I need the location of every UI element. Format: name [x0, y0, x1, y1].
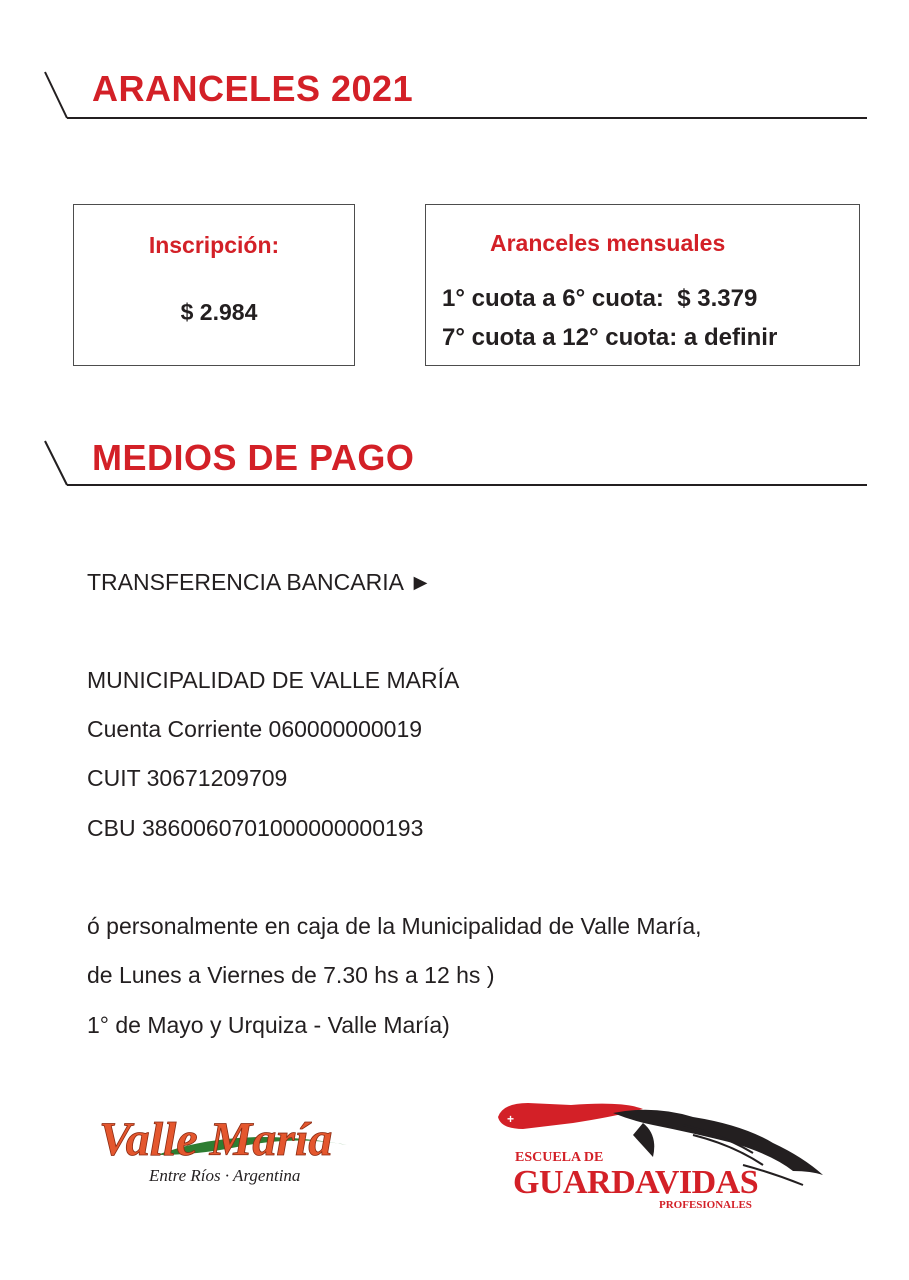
cbu-number: CBU 3860060701000000000193: [87, 815, 424, 841]
cuota-line-1: 1° cuota a 6° cuota: $ 3.379: [442, 285, 758, 312]
transfer-heading: TRANSFERENCIA BANCARIA ►: [87, 569, 432, 595]
aranceles-mensuales-label: Aranceles mensuales: [490, 230, 726, 256]
aranceles-mensuales-box: [425, 204, 860, 366]
buoy-mark: +: [507, 1112, 515, 1126]
in-person-line-3: 1° de Mayo y Urquiza - Valle María): [87, 1012, 450, 1038]
inscripcion-label: Inscripción:: [148, 232, 280, 258]
valle-maria-tagline: Entre Ríos · Argentina: [149, 1166, 301, 1185]
swimmer-arm-icon: [633, 1123, 654, 1157]
section-heading-aranceles: [0, 68, 909, 138]
inscripcion-amount: $ 2.984: [180, 299, 258, 325]
inscripcion-box: [73, 204, 355, 366]
account-number: Cuenta Corriente 060000000019: [87, 716, 423, 742]
cuota-line-2: 7° cuota a 12° cuota: a definir: [442, 324, 778, 351]
cuit-number: CUIT 30671209709: [87, 765, 288, 791]
section-heading-medios-de-pago: [0, 437, 909, 507]
page-title: ARANCELES 2021: [92, 68, 414, 109]
account-holder: MUNICIPALIDAD DE VALLE MARÍA: [87, 667, 460, 693]
in-person-line-2: de Lunes a Viernes de 7.30 hs a 12 hs ): [87, 962, 495, 988]
guardavidas-line-1: ESCUELA DE: [515, 1150, 604, 1165]
guardavidas-line-3: PROFESIONALES: [659, 1199, 752, 1211]
guardavidas-line-2: GUARDAVIDAS: [513, 1164, 759, 1201]
valle-maria-wordmark: Valle María: [99, 1113, 333, 1166]
in-person-line-1: ó personalmente en caja de la Municipalidad de Valle María,: [87, 913, 702, 939]
section-title: MEDIOS DE PAGO: [92, 437, 415, 478]
guardavidas-logo: [493, 1095, 838, 1215]
valle-maria-logo: [97, 1105, 397, 1190]
